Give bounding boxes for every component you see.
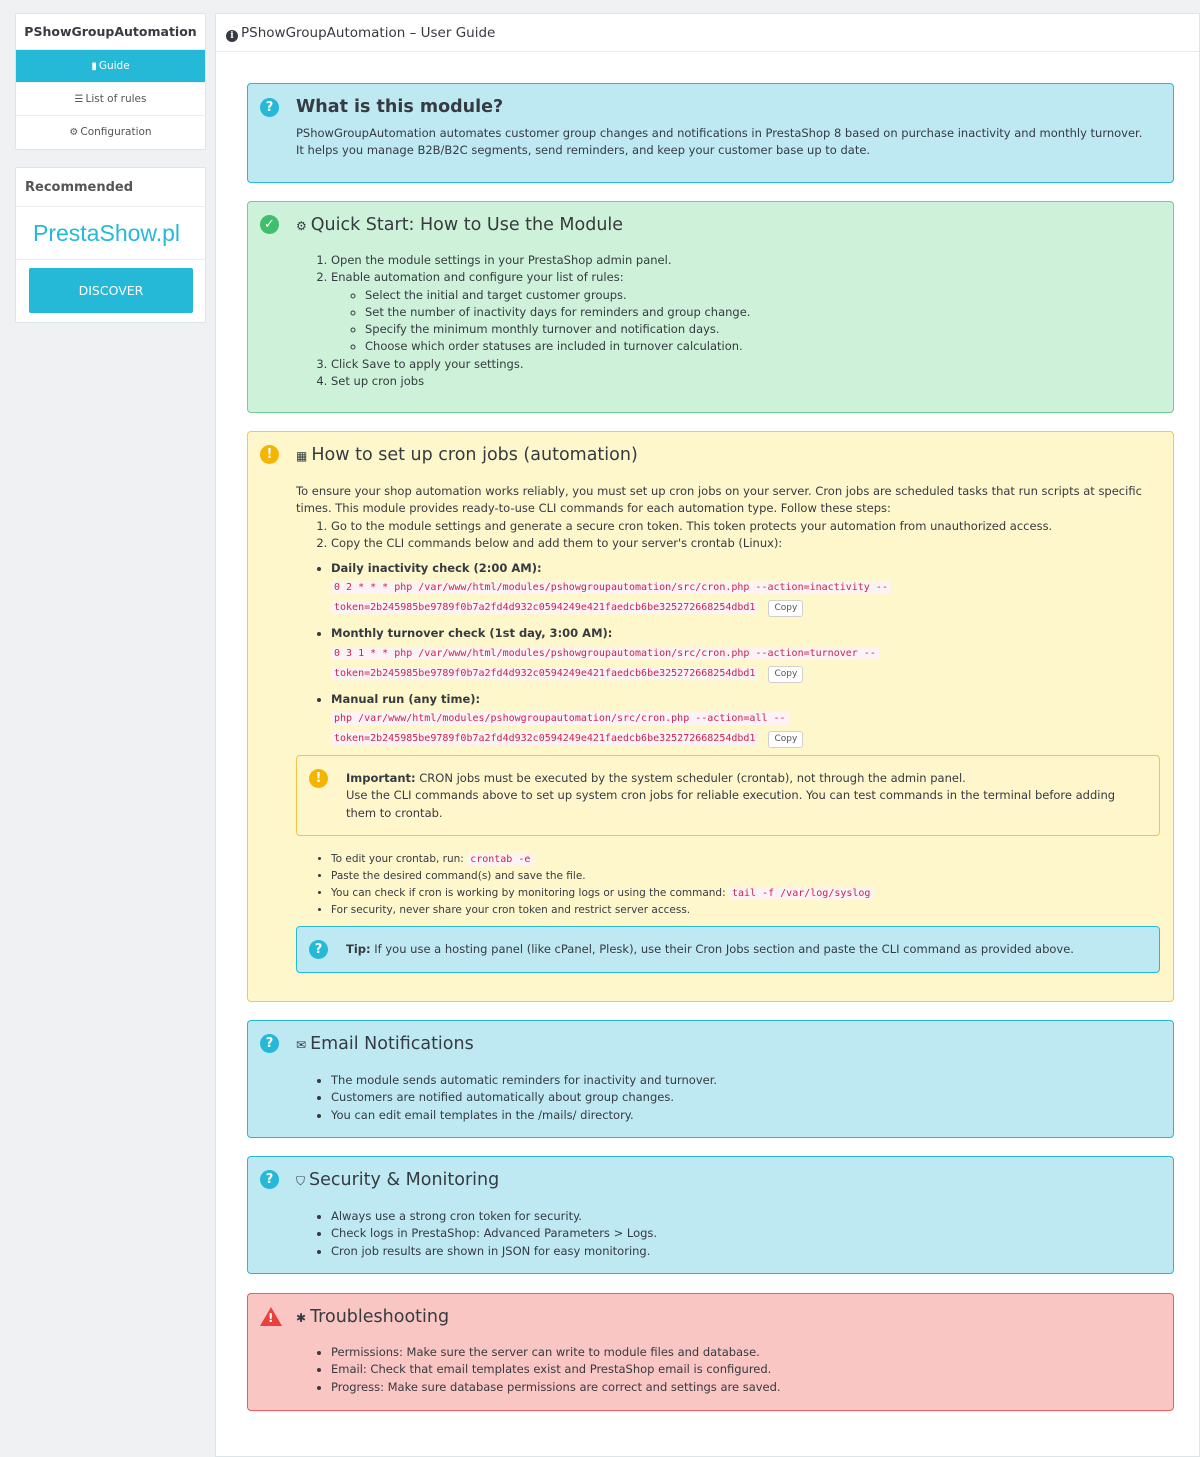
- exclamation-icon: !: [309, 769, 328, 788]
- list-item: • You can edit email templates in the /mails/ directory.: [331, 1107, 1149, 1124]
- cron-command-code: 0 3 1 * * php /var/www/html/modules/pshowgroupautomation/src/cron.php --action=turnover --: [331, 647, 879, 660]
- cron-command-item: [331, 625, 1149, 682]
- main-panel: [215, 13, 1200, 1457]
- tip-alert: [296, 926, 1160, 973]
- security-heading: [296, 1170, 499, 1190]
- list-item: ◦ Choose which order statuses are included in turnover calculation.: [365, 338, 1149, 355]
- inline-code: tail -f /var/log/syslog: [729, 887, 873, 900]
- page-title: PShowGroupAutomation – User Guide: [241, 25, 496, 41]
- nav-list-label: List of rules: [85, 93, 147, 105]
- email-card: [247, 1020, 1174, 1138]
- cron-tips-list: [296, 851, 1149, 919]
- list-item: • The module sends automatic reminders for inactivity and turnover.: [331, 1072, 1149, 1089]
- info-icon: i: [226, 30, 238, 42]
- list-item: • Cron job results are shown in JSON for easy monitoring.: [331, 1243, 1149, 1260]
- question-icon: ?: [260, 1034, 279, 1053]
- email-title: Email Notifications: [310, 1034, 474, 1054]
- nav-list-of-rules[interactable]: [16, 83, 205, 116]
- list-item: [331, 885, 1149, 902]
- nav-guide[interactable]: [16, 50, 205, 83]
- email-list: [296, 1072, 1149, 1124]
- what-title: What is this module?: [296, 97, 504, 117]
- list-item: 3. Click Save to apply your settings.: [331, 356, 1149, 373]
- cron-heading: [296, 445, 638, 465]
- nav-guide-label: Guide: [98, 60, 130, 72]
- warning-triangle-icon: !: [260, 1307, 282, 1326]
- list-item: 2. Copy the CLI commands below and add them to your server's crontab (Linux):: [331, 535, 1149, 552]
- question-icon: ?: [260, 98, 279, 117]
- list-item: • Customers are notified automatically about group changes.: [331, 1089, 1149, 1106]
- list-item: • Progress: Make sure database permissions are correct and settings are saved.: [331, 1379, 1149, 1396]
- tip-text: If you use a hosting panel (like cPanel, Plesk), use their Cron Jobs section and paste the CLI command as provided above.: [374, 942, 1074, 956]
- list-item: [331, 269, 1149, 355]
- cron-command-code: 0 2 * * * php /var/www/html/modules/pshowgroupautomation/src/cron.php --action=inactivity --: [331, 581, 891, 594]
- list-item: • Permissions: Make sure the server can write to module files and database.: [331, 1344, 1149, 1361]
- trouble-heading: [296, 1307, 449, 1327]
- cron-command-item: [331, 560, 1149, 617]
- cron-command-code: token=2b245985be9789f0b7a2fd4d932c0594249e421faedcb6be325272668254dbd1: [331, 732, 758, 745]
- cron-card: [247, 431, 1174, 1002]
- cron-command-label: • Monthly turnover check (1st day, 3:00 AM):: [331, 626, 613, 641]
- nav-configuration[interactable]: [16, 116, 205, 149]
- important-label: Important:: [346, 771, 416, 785]
- what-text: PShowGroupAutomation automates customer group changes and notifications in PrestaShop 8 based on purchase inactivity and monthly turnover. It helps you manage B2B/B2C segments, send reminders, and keep your customer base up to date.: [296, 126, 1143, 158]
- module-nav: [15, 13, 206, 150]
- trouble-title: Troubleshooting: [310, 1307, 450, 1327]
- cron-command-code: php /var/www/html/modules/pshowgroupautomation/src/cron.php --action=all --: [331, 712, 789, 725]
- quickstart-heading: [296, 215, 623, 235]
- exclamation-icon: !: [260, 445, 279, 464]
- recommended-heading: Recommended: [16, 168, 205, 207]
- inline-code: crontab -e: [467, 853, 533, 866]
- list-item-text: Enable automation and configure your list of rules:: [331, 270, 624, 285]
- list-icon: ☰: [74, 94, 84, 105]
- what-card: [247, 83, 1174, 183]
- question-icon: ?: [260, 1170, 279, 1189]
- module-title: PShowGroupAutomation: [16, 14, 205, 50]
- quickstart-body: [296, 252, 1149, 390]
- list-item: ◦ Specify the minimum monthly turnover and notification days.: [365, 321, 1149, 338]
- email-heading: [296, 1034, 474, 1054]
- list-item: ◦ Select the initial and target customer groups.: [365, 287, 1149, 304]
- security-list: [296, 1208, 1149, 1260]
- cron-command-label: • Daily inactivity check (2:00 AM):: [331, 561, 542, 576]
- check-circle-icon: ✓: [260, 215, 279, 234]
- page-header: [216, 14, 1199, 52]
- sidebar: [15, 13, 206, 323]
- tip-label: Tip:: [346, 942, 371, 956]
- envelope-icon: ✉: [296, 1038, 307, 1052]
- book-icon: ▮: [91, 61, 97, 72]
- list-item-text: To edit your crontab, run:: [331, 853, 464, 865]
- discover-button[interactable]: DISCOVER: [29, 268, 193, 313]
- list-item: • Paste the desired command(s) and save the file.: [331, 868, 1149, 885]
- cron-title: How to set up cron jobs (automation): [311, 445, 638, 465]
- calendar-icon: ▦: [296, 449, 308, 463]
- important-text: CRON jobs must be executed by the system scheduler (crontab), not through the admin panel.: [419, 771, 966, 785]
- list-item: • Email: Check that email templates exist and PrestaShop email is configured.: [331, 1361, 1149, 1378]
- list-item: • Check logs in PrestaShop: Advanced Parameters > Logs.: [331, 1225, 1149, 1242]
- copy-button[interactable]: Copy: [768, 731, 803, 748]
- list-item: • Always use a strong cron token for security.: [331, 1208, 1149, 1225]
- trouble-list: [296, 1344, 1149, 1396]
- cron-body: [296, 483, 1149, 748]
- cron-command-code: token=2b245985be9789f0b7a2fd4d932c0594249e421faedcb6be325272668254dbd1: [331, 667, 758, 680]
- list-item: 1. Go to the module settings and generate a secure cron token. This token protects your automation from unauthorized access.: [331, 518, 1149, 535]
- list-item-text: You can check if cron is working by monitoring logs or using the command:: [331, 887, 726, 899]
- bug-icon: ✱: [296, 1311, 307, 1325]
- copy-button[interactable]: Copy: [768, 600, 803, 617]
- list-item: [331, 851, 1149, 868]
- troubleshooting-card: [247, 1293, 1174, 1411]
- cron-intro: To ensure your shop automation works reliably, you must set up cron jobs on your server. Cron jobs are scheduled tasks that run scripts at specific times. This module provides ready-to-use CLI commands for each automation type. Follow these steps:: [296, 484, 1142, 516]
- list-item: • For security, never share your cron token and restrict server access.: [331, 902, 1149, 919]
- cron-command-code: token=2b245985be9789f0b7a2fd4d932c0594249e421faedcb6be325272668254dbd1: [331, 601, 758, 614]
- nav-config-label: Configuration: [80, 126, 152, 138]
- important-text-2: Use the CLI commands above to set up system cron jobs for reliable execution. You can test commands in the terminal before adding them to crontab.: [346, 788, 1116, 820]
- important-alert: [296, 755, 1160, 836]
- cogs-icon: ⚙: [69, 127, 79, 138]
- list-item: 4. Set up cron jobs: [331, 373, 1149, 390]
- cron-command-label: • Manual run (any time):: [331, 691, 481, 706]
- list-item: ◦ Set the number of inactivity days for reminders and group change.: [365, 304, 1149, 321]
- copy-button[interactable]: Copy: [768, 666, 803, 683]
- shield-icon: ⛉: [296, 1174, 306, 1188]
- security-title: Security & Monitoring: [309, 1170, 500, 1190]
- prestashow-logo[interactable]: PrestaShow.pl: [16, 207, 205, 260]
- cogs-icon: ⚙: [296, 219, 307, 233]
- quickstart-card: [247, 201, 1174, 413]
- list-item: 1. Open the module settings in your PrestaShop admin panel.: [331, 252, 1149, 269]
- recommended-panel: [15, 167, 206, 323]
- quickstart-title: Quick Start: How to Use the Module: [310, 215, 624, 235]
- cron-command-item: [331, 691, 1149, 748]
- question-icon: ?: [309, 940, 328, 959]
- security-card: [247, 1156, 1174, 1274]
